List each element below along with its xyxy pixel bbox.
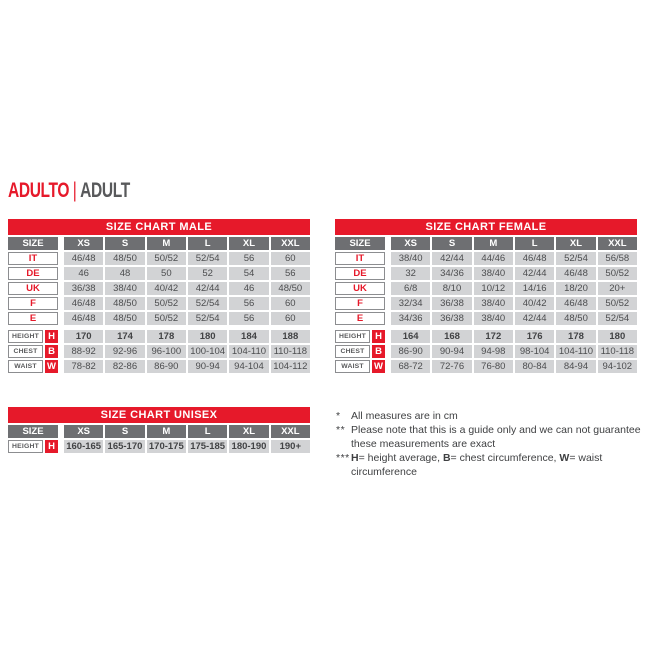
measure-value-cell: 90-94 [188,360,227,373]
country-size-row [335,297,637,310]
column-header: XL [556,237,595,250]
size-value-cell: 56 [229,252,268,265]
size-value-cell: 18/20 [556,282,595,295]
country-size-row [8,282,310,295]
size-value-cell: 46/48 [556,267,595,280]
measure-label-slot [8,440,58,453]
size-value-cell: 38/40 [105,282,144,295]
footnote-line [336,451,644,479]
page-title-divider: | [72,179,77,202]
size-value-cell: 48/50 [105,297,144,310]
measure-value-cell: 92-96 [105,345,144,358]
size-value-cell: 44/46 [474,252,513,265]
country-label: UK [335,282,385,295]
size-value-cell: 60 [271,297,310,310]
measure-row [335,360,637,373]
size-value-cell: 50/52 [598,267,637,280]
measure-label: HEIGHT [335,330,370,343]
size-value-cell: 60 [271,252,310,265]
measure-value-cell: 86-90 [391,345,430,358]
size-value-cell: 50/52 [598,297,637,310]
size-value-cell: 46/48 [64,297,103,310]
footnote-text: these measurements are exact [351,438,496,450]
size-value-cell: 38/40 [474,297,513,310]
size-value-cell: 38/40 [391,252,430,265]
size-header-slot [335,237,385,250]
measure-value-cell: 94-102 [598,360,637,373]
size-value-cell: 52/54 [188,312,227,325]
measure-label-slot [8,345,58,358]
measure-label-slot [335,360,385,373]
column-header: XXL [271,237,310,250]
measure-value-cell: 100-104 [188,345,227,358]
measure-value-cell: 104-110 [229,345,268,358]
country-label: F [335,297,385,310]
country-label-slot [335,267,385,280]
size-column-header: SIZE [8,237,58,250]
size-value-cell: 46 [229,282,268,295]
page-title-secondary: ADULT [80,179,130,202]
measure-value-cell: 96-100 [147,345,186,358]
column-header: S [105,425,144,438]
measure-row [8,440,310,453]
measure-row [335,330,637,343]
column-header: M [147,425,186,438]
size-value-cell: 46/48 [556,297,595,310]
size-value-cell: 48/50 [556,312,595,325]
size-value-cell: 8/10 [432,282,471,295]
measure-value-cell: 94-98 [474,345,513,358]
country-label: F [8,297,58,310]
country-label-slot [8,252,58,265]
column-header: XS [64,237,103,250]
footnote-text: H= height average, B= chest circumference, W= waist circumference [351,452,603,478]
size-header-slot [8,425,58,438]
footnote-text: All measures are in cm [351,410,458,422]
column-header: L [188,425,227,438]
measure-value-cell: 180-190 [229,440,268,453]
table-header-row [335,237,637,250]
size-value-cell: 56 [271,267,310,280]
column-header: XS [391,237,430,250]
size-column-header: SIZE [8,425,58,438]
country-label: DE [8,267,58,280]
measure-value-cell: 190+ [271,440,310,453]
measure-value-cell: 88-92 [64,345,103,358]
size-value-cell: 38/40 [474,267,513,280]
measure-value-cell: 172 [474,330,513,343]
measure-row [8,360,310,373]
measure-value-cell: 170 [64,330,103,343]
country-label: IT [335,252,385,265]
size-value-cell: 42/44 [515,267,554,280]
table-header-row [8,425,310,438]
size-value-cell: 46/48 [515,252,554,265]
column-header: S [105,237,144,250]
country-size-row [335,252,637,265]
size-column-header: SIZE [335,237,385,250]
table-title-bar: SIZE CHART FEMALE [335,219,637,235]
size-value-cell: 42/44 [515,312,554,325]
measure-label: CHEST [335,345,370,358]
country-size-row [8,312,310,325]
measure-value-cell: 184 [229,330,268,343]
size-value-cell: 32/34 [391,297,430,310]
column-header: S [432,237,471,250]
measure-letter-badge: B [45,345,58,358]
country-label-slot [335,282,385,295]
measure-value-cell: 104-112 [271,360,310,373]
measure-letter-badge: W [45,360,58,373]
column-header: XL [229,425,268,438]
measure-value-cell: 110-118 [598,345,637,358]
measure-value-cell: 90-94 [432,345,471,358]
measure-value-cell: 188 [271,330,310,343]
measure-value-cell: 78-82 [64,360,103,373]
column-header: M [147,237,186,250]
size-value-cell: 56 [229,312,268,325]
measure-value-cell: 82-86 [105,360,144,373]
country-label-slot [8,312,58,325]
size-value-cell: 48/50 [271,282,310,295]
size-value-cell: 48/50 [105,252,144,265]
measure-value-cell: 94-104 [229,360,268,373]
measure-value-cell: 110-118 [271,345,310,358]
size-chart-male-table [8,219,310,373]
footnote-symbol: *** [336,452,350,464]
size-value-cell: 40/42 [515,297,554,310]
measure-label: HEIGHT [8,330,43,343]
size-value-cell: 34/36 [391,312,430,325]
size-value-cell: 46/48 [64,312,103,325]
column-header: L [515,237,554,250]
footnote-symbol: * [336,410,341,422]
measure-label-slot [335,345,385,358]
country-label-slot [8,282,58,295]
page-title [8,179,130,203]
size-value-cell: 48 [105,267,144,280]
column-header: L [188,237,227,250]
size-value-cell: 54 [229,267,268,280]
measure-letter-badge: H [372,330,385,343]
size-value-cell: 36/38 [432,312,471,325]
size-value-cell: 50 [147,267,186,280]
measure-value-cell: 168 [432,330,471,343]
measure-value-cell: 104-110 [556,345,595,358]
column-header: XXL [598,237,637,250]
size-value-cell: 14/16 [515,282,554,295]
measure-value-cell: 170-175 [147,440,186,453]
measure-value-cell: 180 [598,330,637,343]
measure-value-cell: 174 [105,330,144,343]
country-size-row [335,312,637,325]
size-value-cell: 50/52 [147,252,186,265]
size-value-cell: 46 [64,267,103,280]
size-value-cell: 56 [229,297,268,310]
measure-value-cell: 84-94 [556,360,595,373]
measure-label-slot [8,360,58,373]
measure-label: CHEST [8,345,43,358]
country-label: UK [8,282,58,295]
measure-value-cell: 178 [556,330,595,343]
size-value-cell: 50/52 [147,297,186,310]
measure-label-slot [335,330,385,343]
measure-value-cell: 72-76 [432,360,471,373]
size-value-cell: 36/38 [64,282,103,295]
measure-value-cell: 165-170 [105,440,144,453]
column-header: XL [229,237,268,250]
size-value-cell: 34/36 [432,267,471,280]
measure-letter-badge: W [372,360,385,373]
size-value-cell: 52/54 [556,252,595,265]
size-chart-female-table [335,219,637,373]
footnote-symbol [336,437,351,451]
table-title-bar: SIZE CHART UNISEX [8,407,310,423]
measure-value-cell: 80-84 [515,360,554,373]
table-title-bar: SIZE CHART MALE [8,219,310,235]
measure-row [8,345,310,358]
footnote-text: Please note that this is a guide only and we can not guarantee [351,424,641,436]
country-size-row [335,267,637,280]
measure-value-cell: 98-104 [515,345,554,358]
measure-value-cell: 178 [147,330,186,343]
size-value-cell: 46/48 [64,252,103,265]
country-label: DE [335,267,385,280]
size-value-cell: 60 [271,312,310,325]
country-label: E [8,312,58,325]
size-value-cell: 52 [188,267,227,280]
measure-label: WAIST [8,360,43,373]
size-value-cell: 56/58 [598,252,637,265]
country-size-row [8,297,310,310]
size-value-cell: 40/42 [147,282,186,295]
country-label: E [335,312,385,325]
table-header-row [8,237,310,250]
country-label-slot [335,297,385,310]
country-label: IT [8,252,58,265]
measure-label: HEIGHT [8,440,43,453]
column-header: XS [64,425,103,438]
measure-letter-badge: H [45,330,58,343]
measure-label: WAIST [335,360,370,373]
size-value-cell: 42/44 [188,282,227,295]
size-chart-unisex-table [8,407,310,453]
measure-value-cell: 160-165 [64,440,103,453]
measure-value-cell: 175-185 [188,440,227,453]
measure-letter-badge: B [372,345,385,358]
size-header-slot [8,237,58,250]
measure-value-cell: 164 [391,330,430,343]
page-title-primary: ADULTO [8,179,70,202]
size-value-cell: 20+ [598,282,637,295]
size-value-cell: 36/38 [432,297,471,310]
footnote-line [336,409,644,423]
size-value-cell: 52/54 [188,297,227,310]
footnotes [336,409,644,479]
size-value-cell: 38/40 [474,312,513,325]
footnote-symbol: ** [336,424,346,436]
size-value-cell: 52/54 [188,252,227,265]
size-value-cell: 50/52 [147,312,186,325]
country-size-row [335,282,637,295]
footnote-line [336,423,644,437]
measure-value-cell: 180 [188,330,227,343]
size-value-cell: 42/44 [432,252,471,265]
country-label-slot [8,267,58,280]
footnote-line [336,437,644,451]
measure-value-cell: 68-72 [391,360,430,373]
country-size-row [8,252,310,265]
measure-label-slot [8,330,58,343]
measure-value-cell: 86-90 [147,360,186,373]
column-header: XXL [271,425,310,438]
size-value-cell: 48/50 [105,312,144,325]
measure-value-cell: 176 [515,330,554,343]
measure-row [8,330,310,343]
size-value-cell: 52/54 [598,312,637,325]
measure-row [335,345,637,358]
country-label-slot [8,297,58,310]
country-size-row [8,267,310,280]
size-value-cell: 32 [391,267,430,280]
column-header: M [474,237,513,250]
country-label-slot [335,312,385,325]
size-value-cell: 6/8 [391,282,430,295]
size-value-cell: 10/12 [474,282,513,295]
country-label-slot [335,252,385,265]
measure-value-cell: 76-80 [474,360,513,373]
measure-letter-badge: H [45,440,58,453]
